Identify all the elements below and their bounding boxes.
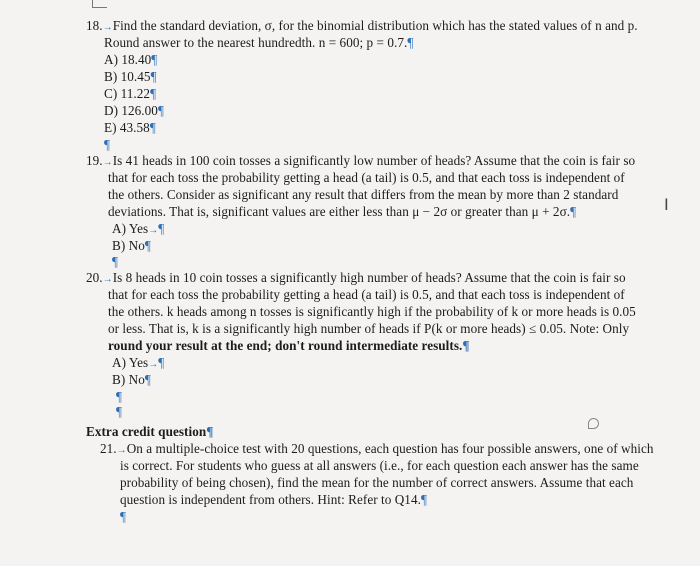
- q20-line-2: that for each toss the probability getting a head (a tail) is 0.5, and that each toss is independent of: [108, 287, 625, 302]
- q21-line-1: 21.→On a multiple-choice test with 20 questions, each question has four possible answers, one of which: [100, 441, 654, 456]
- q18-choice-a: A) 18.40¶: [104, 52, 158, 67]
- q20-number: 20.: [86, 270, 103, 285]
- q19-number: 19.: [86, 153, 103, 168]
- q20-line-1: 20.→Is 8 heads in 10 coin tosses a significantly high number of heads? Assume that the coin is fair so: [86, 270, 626, 285]
- q20-line-5: round your result at the end; don't round intermediate results.¶: [108, 338, 470, 353]
- q21-line-4: question is independent from others. Hint: Refer to Q14.¶: [120, 492, 427, 507]
- q18-text-2: Round answer to the nearest hundredth. n = 600; p = 0.7.: [104, 35, 408, 50]
- q20-line-3: the others. k heads among n tosses is significantly high if the probability of k or more heads is 0.05: [108, 304, 636, 319]
- q18-choice-d: D) 126.00¶: [104, 103, 164, 118]
- empty-paragraph-mark: ¶: [116, 404, 123, 419]
- extra-credit-heading: Extra credit question¶: [86, 424, 214, 439]
- q18-text-1: Find the standard deviation, σ, for the binomial distribution which has the stated values of n and p.: [112, 18, 638, 33]
- q19-line-4: deviations. That is, significant values are either less than μ − 2σ or greater than μ + 2σ.¶: [108, 204, 577, 219]
- q20-choice-a: A) Yes→¶: [112, 355, 165, 370]
- q19-line-3: the others. Consider as significant any result that differs from the mean by more than 2 standard: [108, 187, 619, 202]
- text-cursor-icon: I: [664, 195, 669, 214]
- q19-choice-a: A) Yes→¶: [112, 221, 165, 236]
- comment-icon: [588, 418, 599, 429]
- q18-number: 18.: [86, 18, 103, 33]
- empty-paragraph-mark: ¶: [120, 509, 127, 524]
- page-corner-mark: [92, 0, 107, 8]
- q19-line-1: 19.→Is 41 heads in 100 coin tosses a significantly low number of heads? Assume that the coin is fair so: [86, 153, 636, 168]
- empty-paragraph-mark: ¶: [104, 137, 111, 152]
- q18-choice-e: E) 43.58¶: [104, 120, 156, 135]
- q19-line-2: that for each toss the probability getting a head (a tail) is 0.5, and that each toss is independent of: [108, 170, 625, 185]
- q21-number: 21.: [100, 441, 117, 456]
- q18-choice-b: B) 10.45¶: [104, 69, 157, 84]
- empty-paragraph-mark: ¶: [116, 389, 123, 404]
- q21-line-2: is correct. For students who guess at all answers (i.e., for each question each answer has the same: [120, 458, 639, 473]
- q18-choice-c: C) 11.22¶: [104, 86, 157, 101]
- q20-choice-b: B) No¶: [112, 372, 151, 387]
- q18-line-1: 18.→Find the standard deviation, σ, for the binomial distribution which has the stated values of n and p.: [86, 18, 638, 33]
- q19-choice-b: B) No¶: [112, 238, 151, 253]
- empty-paragraph-mark: ¶: [112, 254, 119, 269]
- q20-line-4: or less. That is, k is a significantly high number of heads if P(k or more heads) ≤ 0.05. Note: Only: [108, 321, 630, 336]
- q21-line-3: probability of being chosen), find the mean for the number of correct answers. Assume that each: [120, 475, 634, 490]
- q18-line-2: Round answer to the nearest hundredth. n = 600; p = 0.7.¶: [104, 35, 414, 50]
